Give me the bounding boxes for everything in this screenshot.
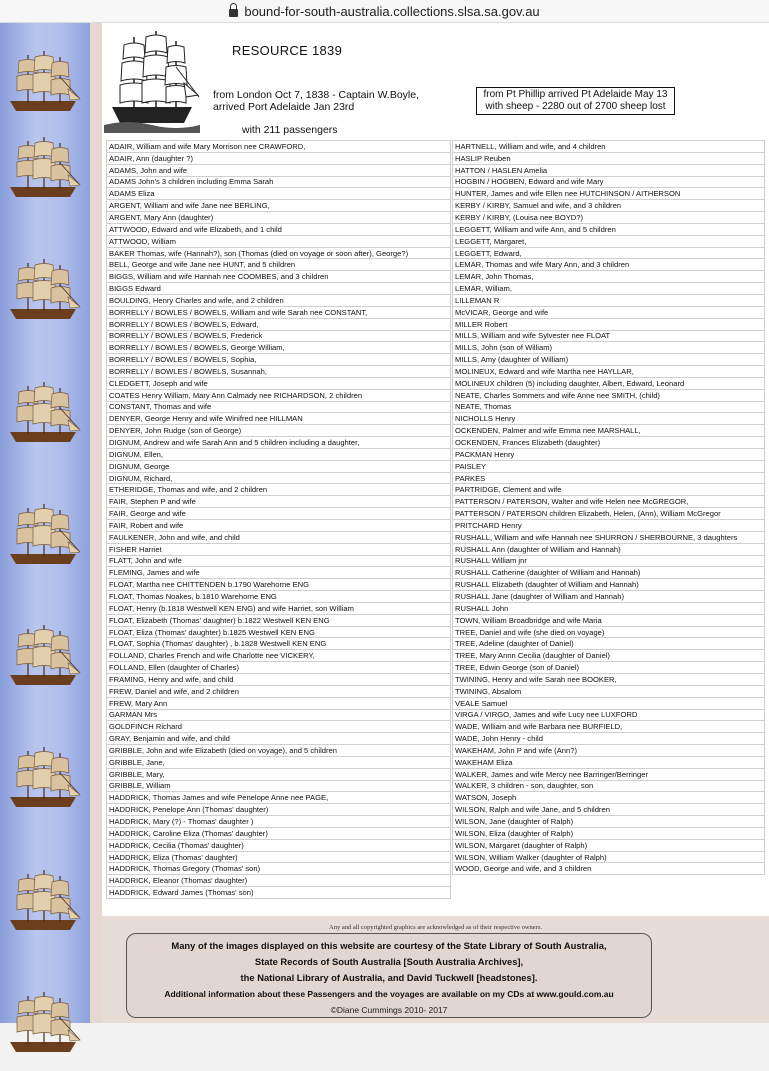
passenger-entry: ADAMS John's 3 children including Emma Sarah: [107, 176, 451, 188]
table-row: [107, 401, 451, 413]
passenger-entry: FLOAT, Henry (b.1818 Westwell KEN ENG) and wife Harriet, son William: [107, 602, 451, 614]
sailing-ship-icon: [4, 255, 82, 333]
table-row: [107, 709, 451, 721]
passenger-entry: LEMAR, John Thomas,: [453, 271, 765, 283]
sailing-ship-icon: [4, 500, 82, 578]
passenger-entry: BIGGS Edward: [107, 283, 451, 295]
table-row: [107, 662, 451, 674]
passenger-entry: DENYER, John Rudge (son of George): [107, 425, 451, 437]
table-row: [107, 626, 451, 638]
passenger-entry: HARTNELL, William and wife, and 4 children: [453, 141, 765, 153]
passenger-entry: COATES Henry William, Mary Ann Calmady nee RICHARDSON, 2 children: [107, 389, 451, 401]
passenger-entry: OCKENDEN, Frances Elizabeth (daughter): [453, 437, 765, 449]
table-row: [453, 188, 765, 200]
passenger-entry: VEALE Samuel: [453, 697, 765, 709]
passenger-entry: TREE, Mary Annn Cecilia (daughter of Daniel): [453, 650, 765, 662]
passenger-entry: FOLLAND, Ellen (daughter of Charles): [107, 662, 451, 674]
passenger-entry: ADAMS Eliza: [107, 188, 451, 200]
sailing-ship-icon: [4, 133, 82, 211]
table-row: [107, 591, 451, 603]
passenger-entry: HADDRICK, Eleanor (Thomas' daughter): [107, 875, 451, 887]
passenger-entry: HADDRICK, Mary (?) - Thomas' daughter ): [107, 816, 451, 828]
passenger-entry: GRIBBLE, William: [107, 780, 451, 792]
table-row: [107, 164, 451, 176]
table-row: [453, 650, 765, 662]
table-row: [453, 709, 765, 721]
passenger-entry: RUSHALL Ann (daughter of William and Hannah): [453, 543, 765, 555]
table-row: [453, 377, 765, 389]
table-row: [107, 579, 451, 591]
table-row: [107, 567, 451, 579]
passenger-entry: PACKMAN Henry: [453, 448, 765, 460]
second-voyage-box: [476, 87, 675, 115]
table-row: [453, 733, 765, 745]
passenger-entry: GRIBBLE, Jane,: [107, 756, 451, 768]
passenger-entry: FAIR, Robert and wife: [107, 520, 451, 532]
passenger-entry: HADDRICK, Penelope Ann (Thomas' daughter): [107, 804, 451, 816]
table-row: [107, 863, 451, 875]
passenger-entry: TOWN, William Broadbridge and wife Maria: [453, 614, 765, 626]
table-row: [453, 472, 765, 484]
table-row: [107, 650, 451, 662]
table-row: [107, 543, 451, 555]
passenger-entry: NICHOLLS Henry: [453, 413, 765, 425]
passenger-entry: FLOAT, Eliza (Thomas' daughter) b.1825 Westwell KEN ENG: [107, 626, 451, 638]
passenger-entry: GRIBBLE, John and wife Elizabeth (died on voyage), and 5 children: [107, 745, 451, 757]
passenger-entry: WADE, William and wife Barbara nee BURFIELD,: [453, 721, 765, 733]
passenger-entry: TREE, Adeline (daughter of Daniel): [453, 638, 765, 650]
table-row: [453, 413, 765, 425]
table-row: [107, 555, 451, 567]
passenger-entry: PATTERSON / PATERSON, Walter and wife Helen nee McGREGOR,: [453, 496, 765, 508]
passenger-entry: PATTERSON / PATERSON children Elizabeth, Helen, (Ann), William McGregor: [453, 508, 765, 520]
passenger-entry: MOLINEUX, Edward and wife Martha nee HAYLLAR,: [453, 366, 765, 378]
passenger-entry: CONSTANT, Thomas and wife: [107, 401, 451, 413]
table-row: [453, 851, 765, 863]
table-row: [107, 780, 451, 792]
table-row: [453, 283, 765, 295]
table-row: [453, 366, 765, 378]
passenger-entry: HADDRICK, Eliza (Thomas' daughter): [107, 851, 451, 863]
passenger-entry: DIGNUM, Andrew and wife Sarah Ann and 5 children including a daughter,: [107, 437, 451, 449]
table-row: [107, 235, 451, 247]
table-row: [107, 733, 451, 745]
passenger-count: with 211 passengers: [242, 124, 338, 136]
passenger-entry: DENYER, George Henry and wife Winifred nee HILLMAN: [107, 413, 451, 425]
table-row: [453, 579, 765, 591]
table-row: [107, 875, 451, 887]
credits-line-1: Many of the images displayed on this website are courtesy of the State Library of South Australia,: [171, 940, 607, 951]
table-row: [453, 827, 765, 839]
credits-box: [126, 933, 652, 1018]
passenger-entry: TWINING, Absalom: [453, 685, 765, 697]
passenger-entry: LEGGETT, Edward,: [453, 247, 765, 259]
passenger-entry: KERBY / KIRBY, (Louisa nee BOYD?): [453, 212, 765, 224]
passenger-entry: NEATE, Charles Sommers and wife Anne nee SMITH, (child): [453, 389, 765, 401]
table-row: [453, 816, 765, 828]
passenger-entry: CLEDGETT, Joseph and wife: [107, 377, 451, 389]
table-row: [107, 389, 451, 401]
table-row: [107, 200, 451, 212]
table-row: [453, 176, 765, 188]
passenger-entry: NEATE, Thomas: [453, 401, 765, 413]
passenger-entry: PAISLEY: [453, 460, 765, 472]
voyage-details: [213, 89, 443, 113]
copyright-notice: ©Diane Cummings 2010- 2017: [330, 1005, 448, 1015]
passenger-entry: PARKES: [453, 472, 765, 484]
table-row: [107, 330, 451, 342]
table-row: [107, 792, 451, 804]
table-row: [453, 342, 765, 354]
table-row: [107, 673, 451, 685]
table-row: [107, 366, 451, 378]
table-row: [107, 223, 451, 235]
table-row: [453, 591, 765, 603]
table-row: [453, 354, 765, 366]
passenger-entry: MILLER Robert: [453, 318, 765, 330]
table-row: [107, 851, 451, 863]
table-row: [107, 804, 451, 816]
table-row: [453, 460, 765, 472]
passenger-entry: DIGNUM, George: [107, 460, 451, 472]
table-row: [453, 839, 765, 851]
table-row: [453, 306, 765, 318]
passenger-entry: WILSON, Jane (daughter of Ralph): [453, 816, 765, 828]
passenger-entry: FAIR, George and wife: [107, 508, 451, 520]
passenger-entry: FREW, Daniel and wife, and 2 children: [107, 685, 451, 697]
voyage-line-1: from London Oct 7, 1838 - Captain W.Boyle,: [213, 89, 420, 101]
table-row: [453, 768, 765, 780]
passenger-entry: HADDRICK, Caroline Eliza (Thomas' daughter): [107, 827, 451, 839]
table-row: [107, 697, 451, 709]
table-row: [453, 318, 765, 330]
table-row: [453, 721, 765, 733]
table-row: [107, 259, 451, 271]
table-row: [453, 685, 765, 697]
address-bar[interactable]: [0, 0, 769, 23]
table-row: [107, 614, 451, 626]
table-row: [107, 188, 451, 200]
passenger-entry: TREE, Daniel and wife (she died on voyage): [453, 626, 765, 638]
table-row: [107, 437, 451, 449]
passenger-entry: HADDRICK, Thomas James and wife Penelope Anne nee PAGE,: [107, 792, 451, 804]
passenger-entry: BOULDING, Henry Charles and wife, and 2 children: [107, 294, 451, 306]
ship-sidebar: [0, 23, 90, 1023]
passenger-entry: WADE, John Henry - child: [453, 733, 765, 745]
passenger-entry: ARGENT, William and wife Jane nee BERLING,: [107, 200, 451, 212]
table-row: [107, 425, 451, 437]
passenger-entry: FLEMING, James and wife: [107, 567, 451, 579]
sidebar-edge: [90, 23, 102, 1023]
table-row: [453, 164, 765, 176]
table-row: [107, 354, 451, 366]
table-row: [107, 531, 451, 543]
table-row: [107, 141, 451, 153]
lock-icon: [229, 9, 238, 17]
passenger-entry: FRAMING, Henry and wife, and child: [107, 673, 451, 685]
table-row: [107, 306, 451, 318]
sailing-ship-icon: [4, 378, 82, 456]
passenger-entry: WILSON, Margaret (daughter of Ralph): [453, 839, 765, 851]
passenger-entry: LILLEMAN R: [453, 294, 765, 306]
table-row: [453, 662, 765, 674]
passenger-entry: BORRELLY / BOWLES / BOWELS, Susannah,: [107, 366, 451, 378]
passenger-entry: TWINING, Henry and wife Sarah nee BOOKER,: [453, 673, 765, 685]
table-row: [107, 460, 451, 472]
table-row: [453, 508, 765, 520]
passenger-entry: HADDRICK, Cecilia (Thomas' daughter): [107, 839, 451, 851]
table-row: [107, 448, 451, 460]
table-row: [453, 496, 765, 508]
page-title: RESOURCE 1839: [232, 43, 343, 58]
sailing-ship-icon: [4, 621, 82, 699]
passenger-entry: BAKER Thomas, wife (Hannah?), son (Thomas (died on voyage or soon after), George?): [107, 247, 451, 259]
table-row: [453, 792, 765, 804]
passenger-entry: OCKENDEN, Palmer and wife Emma nee MARSHALL,: [453, 425, 765, 437]
passenger-entry: GRIBBLE, Mary,: [107, 768, 451, 780]
passenger-entry: DIGNUM, Ellen,: [107, 448, 451, 460]
table-row: [107, 602, 451, 614]
table-row: [453, 555, 765, 567]
passenger-entry: BORRELLY / BOWLES / BOWELS, William and wife Sarah nee CONSTANT,: [107, 306, 451, 318]
table-row: [453, 745, 765, 757]
sailing-ship-icon: [104, 27, 200, 133]
passenger-entry: MOLINEUX children (5) including daughter, Albert, Edward, Leonard: [453, 377, 765, 389]
passenger-entry: MILLS, William and wife Sylvester nee FLOAT: [453, 330, 765, 342]
passenger-entry: FREW, Mary Ann: [107, 697, 451, 709]
table-row: [107, 508, 451, 520]
passenger-entry: LEGGETT, Margaret,: [453, 235, 765, 247]
table-row: [453, 543, 765, 555]
passenger-entry: HOGBIN / HOGBEN, Edward and wife Mary: [453, 176, 765, 188]
passenger-entry: LEGGETT, William and wife Ann, and 5 children: [453, 223, 765, 235]
table-row: [453, 697, 765, 709]
passenger-entry: BELL, George and wife Jane nee HUNT, and 5 children: [107, 259, 451, 271]
table-row: [453, 780, 765, 792]
passenger-entry: BORRELLY / BOWLES / BOWELS, George William,: [107, 342, 451, 354]
table-row: [107, 638, 451, 650]
passenger-entry: RUSHALL Catherine (daughter of William and Hannah): [453, 567, 765, 579]
passenger-entry: HUNTER, James and wife Ellen nee HUTCHINSON / AITHERSON: [453, 188, 765, 200]
passenger-entry: KERBY / KIRBY, Samuel and wife, and 3 children: [453, 200, 765, 212]
table-row: [453, 389, 765, 401]
voyage-line-2: arrived Port Adelaide Jan 23rd: [213, 101, 355, 113]
passenger-entry: FAULKENER, John and wife, and child: [107, 531, 451, 543]
table-row: [453, 235, 765, 247]
table-row: [107, 283, 451, 295]
table-row: [107, 816, 451, 828]
table-row: [107, 176, 451, 188]
passenger-entry: ATTWOOD, William: [107, 235, 451, 247]
table-row: [453, 152, 765, 164]
table-row: [453, 200, 765, 212]
table-row: [453, 223, 765, 235]
table-row: [107, 721, 451, 733]
passenger-entry: WAKEHAM Eliza: [453, 756, 765, 768]
table-row: [453, 638, 765, 650]
table-row: [107, 152, 451, 164]
table-row: [453, 259, 765, 271]
table-row: [107, 247, 451, 259]
table-row: [107, 745, 451, 757]
table-row: [453, 271, 765, 283]
passenger-entry: VIRGA / VIRGO, James and wife Lucy nee LUXFORD: [453, 709, 765, 721]
passenger-entry: BORRELLY / BOWLES / BOWELS, Edward,: [107, 318, 451, 330]
passenger-entry: ADAIR, William and wife Mary Morrison nee CRAWFORD,: [107, 141, 451, 153]
table-row: [453, 520, 765, 532]
table-row: [453, 401, 765, 413]
passenger-entry: FLATT, John and wife: [107, 555, 451, 567]
table-row: [107, 768, 451, 780]
table-row: [107, 271, 451, 283]
table-row: [107, 756, 451, 768]
second-voyage-line-1: from Pt Phillip arrived Pt Adelaide May 13: [483, 89, 668, 100]
passenger-entry: ADAIR, Ann (daughter ?): [107, 152, 451, 164]
table-row: [107, 294, 451, 306]
passenger-entry: BIGGS, William and wife Hannah nee COOMBES, and 3 children: [107, 271, 451, 283]
table-row: [107, 496, 451, 508]
table-row: [107, 887, 451, 899]
table-row: [107, 212, 451, 224]
passenger-entry: FLOAT, Martha nee CHITTENDEN b.1790 Warehorne ENG: [107, 579, 451, 591]
passenger-entry: HASLIP Reuben: [453, 152, 765, 164]
table-row: [453, 531, 765, 543]
table-row: [107, 377, 451, 389]
sailing-ship-icon: [4, 743, 82, 821]
passenger-entry: FAIR, Stephen P and wife: [107, 496, 451, 508]
passenger-entry: HATTON / HASLEN Amelia: [453, 164, 765, 176]
passenger-entry: FLOAT, Elizabeth (Thomas' daughter) b.1822 Westwell KEN ENG: [107, 614, 451, 626]
table-row: [107, 827, 451, 839]
passenger-entry: WILSON, Eliza (daughter of Ralph): [453, 827, 765, 839]
passenger-entry: DIGNUM, Richard,: [107, 472, 451, 484]
passenger-entry: RUSHALL Elizabeth (daughter of William and Hannah): [453, 579, 765, 591]
table-row: [107, 472, 451, 484]
passenger-entry: WAKEHAM, John P and wife (Ann?): [453, 745, 765, 757]
table-row: [107, 318, 451, 330]
table-row: [453, 567, 765, 579]
passenger-entry: MILLS, Amy (daughter of William): [453, 354, 765, 366]
credits-line-2: State Records of South Australia [South Australia Archives],: [254, 956, 524, 967]
passenger-entry: WILSON, William Walker (daughter of Ralph): [453, 851, 765, 863]
second-voyage-line-2: with sheep - 2280 out of 2700 sheep lost: [485, 101, 666, 112]
table-row: [453, 626, 765, 638]
passenger-entry: ETHERIDGE, Thomas and wife, and 2 children: [107, 484, 451, 496]
passenger-entry: LEMAR, William,: [453, 283, 765, 295]
table-row: [453, 614, 765, 626]
passenger-entry: PARTRIDGE, Clement and wife: [453, 484, 765, 496]
table-row: [453, 425, 765, 437]
table-row: [107, 839, 451, 851]
table-row: [453, 212, 765, 224]
sailing-ship-icon: [4, 866, 82, 944]
passenger-entry: ADAMS, John and wife: [107, 164, 451, 176]
passenger-entry: BORRELLY / BOWLES / BOWELS, Sophia,: [107, 354, 451, 366]
passenger-entry: LEMAR, Thomas and wife Mary Ann, and 3 children: [453, 259, 765, 271]
passenger-entry: WOOD, George and wife, and 3 children: [453, 863, 765, 875]
passenger-list-right: [452, 140, 765, 875]
table-row: [453, 756, 765, 768]
passenger-entry: GOLDFINCH Richard: [107, 721, 451, 733]
passenger-list-left: [106, 140, 451, 899]
table-row: [107, 484, 451, 496]
table-row: [453, 804, 765, 816]
url-text: bound-for-south-australia.collections.slsa.sa.gov.au: [244, 3, 540, 19]
passenger-entry: GRAY, Benjamin and wife, and child: [107, 733, 451, 745]
passenger-entry: WATSON, Joseph: [453, 792, 765, 804]
table-row: [453, 330, 765, 342]
credits-line-3: the National Library of Australia, and David Tuckwell [headstones].: [240, 972, 538, 983]
passenger-entry: BORRELLY / BOWLES / BOWELS, Frederick: [107, 330, 451, 342]
sailing-ship-icon: [4, 47, 82, 125]
passenger-entry: FISHER Harriet: [107, 543, 451, 555]
passenger-entry: MILLS, John (son of William): [453, 342, 765, 354]
passenger-entry: FOLLAND, Charles French and wife Charlotte nee VICKERY,: [107, 650, 451, 662]
passenger-entry: ATTWOOD, Edward and wife Elizabeth, and 1 child: [107, 223, 451, 235]
table-row: [453, 602, 765, 614]
credits-line-4: Additional information about these Passengers and the voyages are available on my CDs at www.gould.com.au: [164, 989, 614, 999]
passenger-entry: GARMAN Mrs: [107, 709, 451, 721]
table-row: [107, 520, 451, 532]
passenger-entry: WALKER, James and wife Mercy nee Barringer/Berringer: [453, 768, 765, 780]
table-row: [107, 685, 451, 697]
passenger-entry: WILSON, Ralph and wife Jane, and 5 children: [453, 804, 765, 816]
passenger-entry: FLOAT, Sophia (Thomas' daughter) , b.1828 Westwell KEN ENG: [107, 638, 451, 650]
sailing-ship-icon: [4, 988, 82, 1066]
table-row: [453, 484, 765, 496]
page-content: [102, 23, 769, 1023]
table-row: [453, 294, 765, 306]
passenger-entry: FLOAT, Thomas Noakes, b.1810 Warehorne ENG: [107, 591, 451, 603]
passenger-entry: TREE, Edwin George (son of Daniel): [453, 662, 765, 674]
passenger-entry: HADDRICK, Thomas Gregory (Thomas' son): [107, 863, 451, 875]
passenger-entry: RUSHALL William jnr: [453, 555, 765, 567]
table-row: [107, 413, 451, 425]
table-row: [107, 342, 451, 354]
passenger-entry: McVICAR, George and wife: [453, 306, 765, 318]
table-row: [453, 247, 765, 259]
passenger-entry: WALKER, 3 children - son, daughter, son: [453, 780, 765, 792]
table-row: [453, 141, 765, 153]
table-row: [453, 437, 765, 449]
passenger-entry: HADDRICK, Edward James (Thomas' son): [107, 887, 451, 899]
passenger-entry: RUSHALL, William and wife Hannah nee SHURRON / SHERBOURNE, 3 daughters: [453, 531, 765, 543]
copyright-acknowledgement: Any and all copyrighted graphics are acknowledged as of their respective owners.: [329, 924, 542, 931]
table-row: [453, 448, 765, 460]
table-row: [453, 863, 765, 875]
table-row: [453, 673, 765, 685]
passenger-entry: RUSHALL Jane (daughter of William and Hannah): [453, 591, 765, 603]
passenger-entry: PRITCHARD Henry: [453, 520, 765, 532]
passenger-entry: ARGENT, Mary Ann (daughter): [107, 212, 451, 224]
passenger-entry: RUSHALL John: [453, 602, 765, 614]
